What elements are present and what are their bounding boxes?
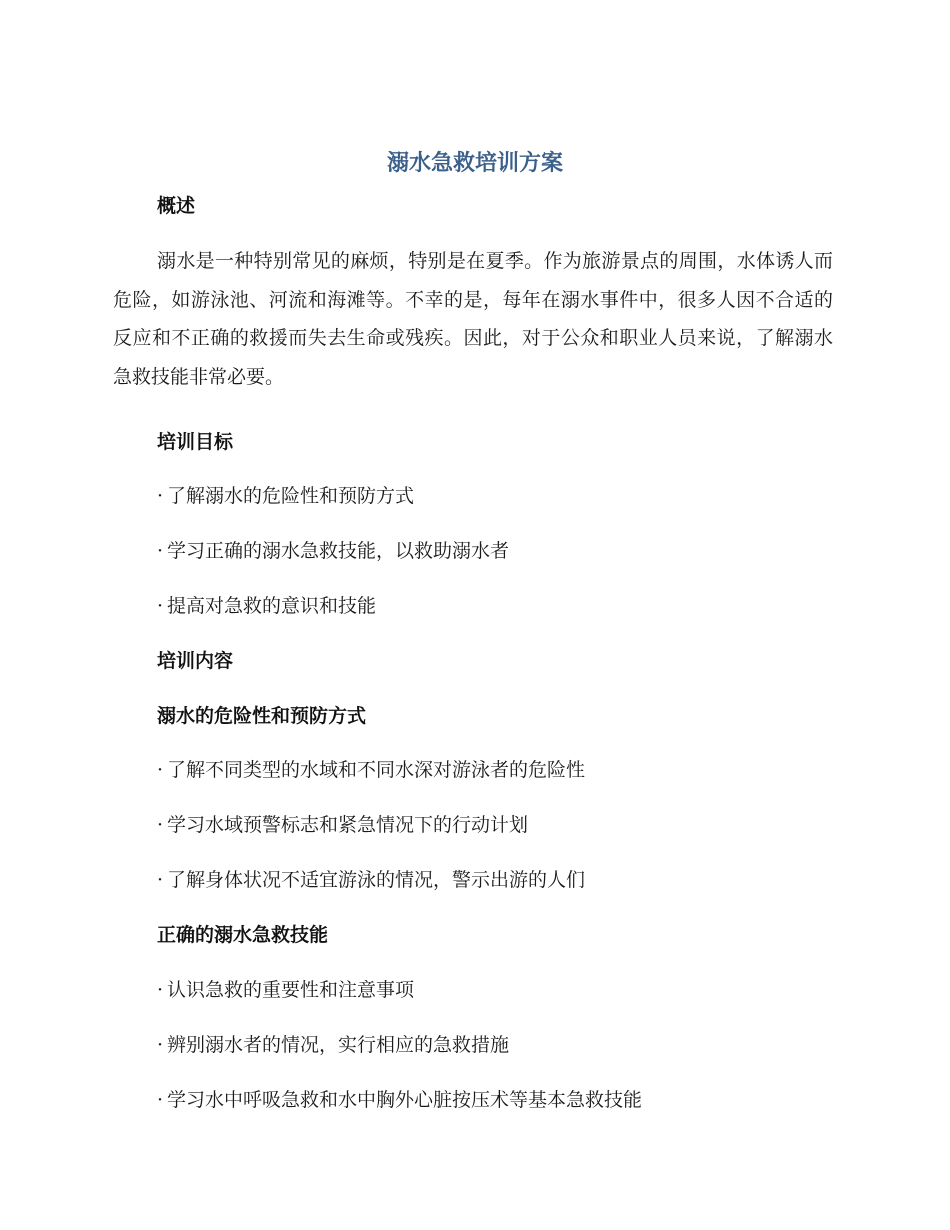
section1-item [157, 811, 528, 839]
goal-item [157, 537, 509, 565]
goal-item [157, 482, 414, 510]
bullet-marker: · [157, 595, 164, 617]
section1-item [157, 756, 585, 784]
goal-item-text: 提高对急救的意识和技能 [167, 595, 377, 617]
bullet-marker: · [157, 814, 164, 836]
section2-item [157, 1086, 642, 1114]
section2-heading: 正确的溺水急救技能 [157, 924, 329, 946]
bullet-marker: · [157, 869, 164, 891]
goal-item [157, 592, 376, 620]
section2-item-text: 辨别溺水者的情况，实行相应的急救措施 [167, 1034, 510, 1056]
goal-item-text: 学习正确的溺水急救技能，以救助溺水者 [167, 540, 510, 562]
section2-item-text: 认识急救的重要性和注意事项 [167, 979, 415, 1001]
bullet-marker: · [157, 1034, 164, 1056]
bullet-marker: · [157, 540, 164, 562]
goal-item-text: 了解溺水的危险性和预防方式 [167, 485, 415, 507]
bullet-marker: · [157, 1089, 164, 1111]
section1-heading: 溺水的危险性和预防方式 [157, 705, 367, 727]
section1-item-text: 了解不同类型的水域和不同水深对游泳者的危险性 [167, 759, 586, 781]
overview-paragraph: 溺水是一种特别常见的麻烦，特别是在夏季。作为旅游景点的周围，水体诱人而危险，如游泳池、河流和海滩等。不幸的是，每年在溺水事件中，很多人因不合适的反应和不正确的救援而失去生命或残疾。因此，对于公众和职业人员来说，了解溺水急救技能非常必要。 [113, 250, 833, 388]
section2-item [157, 1031, 509, 1059]
section1-item [157, 866, 585, 894]
document-title: 溺水急救培训方案 [386, 151, 563, 176]
content-heading: 培训内容 [157, 650, 234, 672]
bullet-marker: · [157, 759, 164, 781]
goals-heading: 培训目标 [157, 431, 234, 453]
section1-item-text: 了解身体状况不适宜游泳的情况，警示出游的人们 [167, 869, 586, 891]
section2-item-text: 学习水中呼吸急救和水中胸外心脏按压术等基本急救技能 [167, 1089, 643, 1111]
bullet-marker: · [157, 485, 164, 507]
section2-item [157, 976, 414, 1004]
bullet-marker: · [157, 979, 164, 1001]
section1-item-text: 学习水域预警标志和紧急情况下的行动计划 [167, 814, 529, 836]
overview-heading: 概述 [157, 195, 196, 217]
